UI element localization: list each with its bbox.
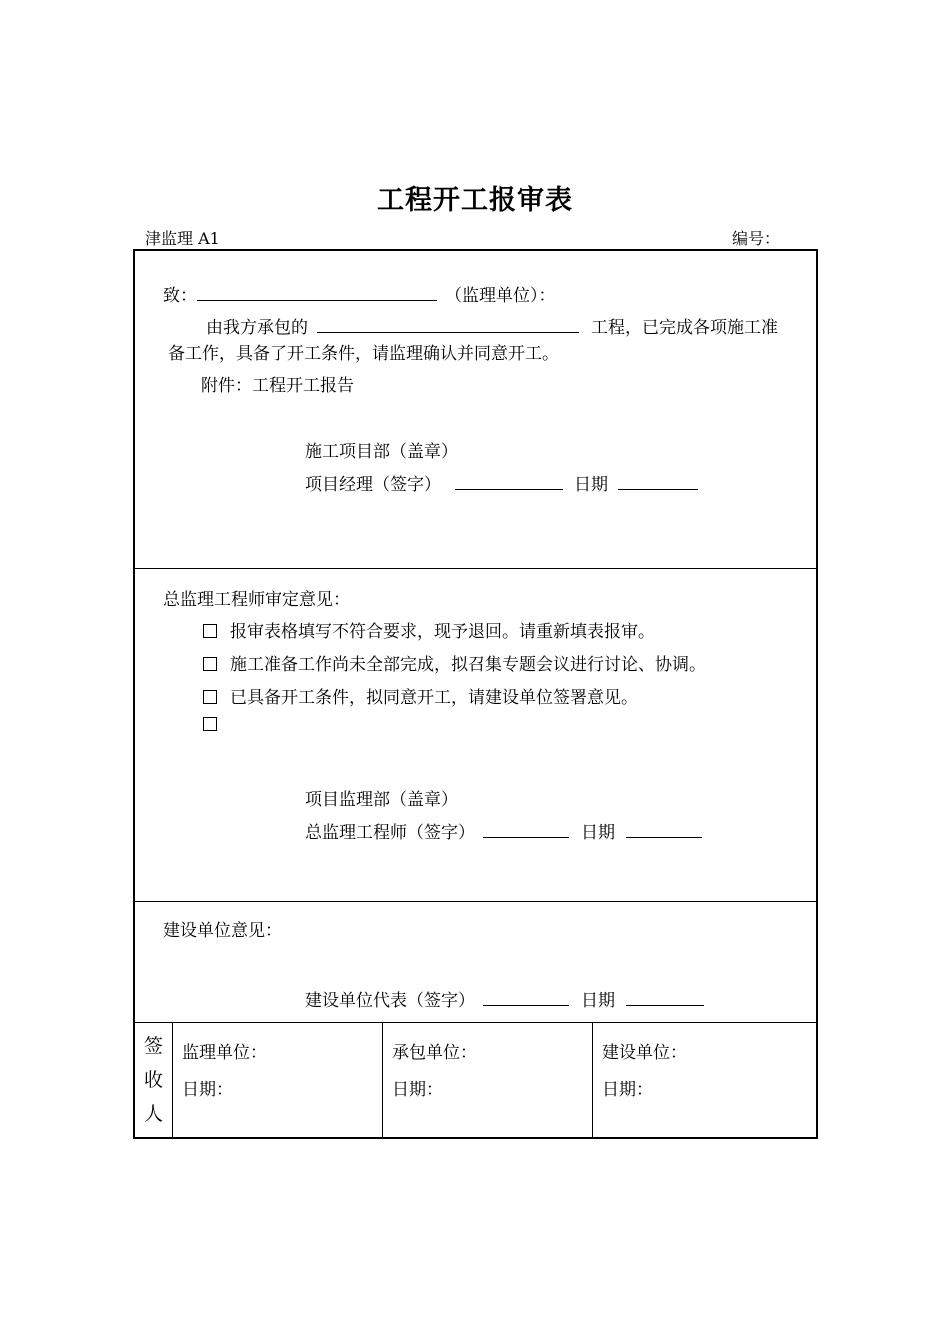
body-line-2: 备工作，具备了开工条件，请监理确认并同意开工。 [168, 344, 559, 364]
review-heading: 总监理工程师审定意见： [163, 590, 350, 610]
serial-number-label: 编号： [732, 229, 781, 248]
column-divider [172, 1023, 173, 1138]
review-option [203, 650, 706, 675]
option-label: 报审表格填写不符合要求，现予退回。请重新填表报审。 [230, 622, 655, 642]
owner-signature-field[interactable] [483, 991, 569, 1006]
receipt-side-label: 收 [143, 1069, 163, 1091]
project-name-field[interactable] [317, 318, 579, 333]
receipt-unit-label: 监理单位： [182, 1043, 267, 1063]
manager-signature-field[interactable] [455, 475, 563, 490]
receipt-date-label: 日期： [392, 1080, 443, 1100]
attachment-line: 附件：工程开工报告 [201, 376, 354, 396]
receipt-section [135, 1022, 816, 1138]
date-label: 日期 [581, 991, 615, 1011]
to-label: 致： [163, 286, 197, 306]
checkbox[interactable] [203, 657, 217, 671]
date-label: 日期 [581, 823, 615, 843]
checkbox[interactable] [203, 690, 217, 704]
receipt-side-label: 人 [143, 1103, 163, 1125]
receipt-date-label: 日期： [602, 1080, 653, 1100]
chief-signature-field[interactable] [483, 823, 569, 838]
application-section [135, 251, 816, 567]
owner-rep-label: 建设单位代表（签字） [305, 991, 475, 1011]
owner-heading: 建设单位意见： [163, 921, 282, 941]
to-line [163, 281, 556, 306]
review-section [135, 568, 816, 901]
owner-sign-line [305, 986, 704, 1011]
review-date-field[interactable] [626, 823, 702, 838]
manager-sign-label: 项目经理（签字） [305, 475, 441, 495]
page-title: 工程开工报审表 [377, 185, 573, 216]
receipt-side-label: 签 [143, 1035, 163, 1057]
date-label: 日期 [574, 475, 608, 495]
body-line1-suffix: 工程，已完成各项施工准 [591, 318, 778, 338]
form-code: 津监理 A1 [145, 229, 220, 248]
receipt-unit-label: 承包单位： [392, 1043, 477, 1063]
chief-sign-label: 总监理工程师（签字） [305, 823, 475, 843]
body-prefix: 由我方承包的 [206, 318, 308, 338]
option-label: 施工准备工作尚未全部完成，拟召集专题会议进行讨论、协调。 [230, 655, 706, 675]
receipt-unit-label: 建设单位： [602, 1043, 687, 1063]
manager-sign-line [305, 470, 698, 495]
column-divider [592, 1023, 593, 1138]
chief-sign-line [305, 818, 702, 843]
application-date-field[interactable] [618, 475, 698, 490]
supervisor-unit-suffix: （监理单位）： [445, 286, 556, 306]
body-line-1 [206, 313, 778, 338]
supervision-dept-stamp: 项目监理部（盖章） [305, 790, 458, 810]
form-frame [133, 249, 818, 1139]
receipt-date-label: 日期： [182, 1080, 233, 1100]
review-option [203, 683, 638, 708]
column-divider [382, 1023, 383, 1138]
construction-dept-stamp: 施工项目部（盖章） [305, 442, 458, 462]
review-option [203, 617, 655, 642]
supervisor-unit-field[interactable] [197, 286, 437, 301]
owner-section [135, 901, 816, 1022]
owner-date-field[interactable] [626, 991, 704, 1006]
checkbox[interactable] [203, 624, 217, 638]
option-label: 已具备开工条件，拟同意开工，请建设单位签署意见。 [230, 688, 638, 708]
review-option [203, 715, 230, 735]
checkbox[interactable] [203, 717, 217, 731]
